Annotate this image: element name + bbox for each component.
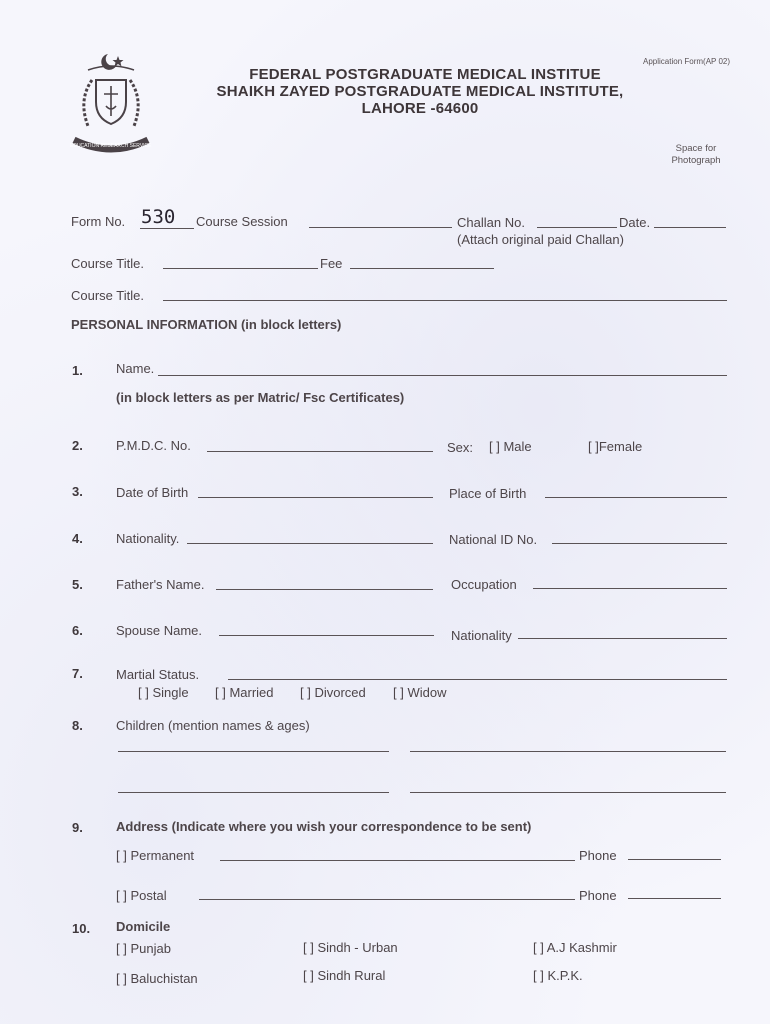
title-line-2: SHAIKH ZAYED POSTGRADUATE MEDICAL INSTITUTE, bbox=[216, 83, 624, 100]
item-number-3: 3. bbox=[72, 484, 83, 499]
address-postal-field[interactable] bbox=[199, 899, 575, 900]
item-number-8: 8. bbox=[72, 718, 83, 733]
marital-widow-option[interactable]: [ ] Widow bbox=[393, 685, 447, 700]
course-session-field[interactable] bbox=[309, 227, 452, 228]
phone-1-field[interactable] bbox=[628, 859, 721, 860]
emblem-motto: EDUCATION RESEARCH SERVICE bbox=[70, 143, 152, 149]
address-permanent-option[interactable]: [ ] Permanent bbox=[116, 848, 195, 863]
dob-field[interactable] bbox=[198, 497, 433, 498]
name-label: Name. bbox=[116, 361, 155, 376]
children-label: Children (mention names & ages) bbox=[116, 718, 310, 733]
address-permanent-field[interactable] bbox=[220, 860, 575, 861]
fee-field[interactable] bbox=[350, 268, 494, 269]
course-title-2-label: Course Title. bbox=[71, 288, 144, 303]
course-title-2-field[interactable] bbox=[163, 300, 727, 301]
domicile-ajk-option[interactable]: [ ] A.J Kashmir bbox=[533, 940, 617, 955]
form-no-label: Form No. bbox=[71, 214, 126, 229]
children-field-1[interactable] bbox=[118, 751, 389, 752]
spouse-name-label: Spouse Name. bbox=[116, 623, 202, 638]
nationality-field[interactable] bbox=[187, 543, 433, 544]
domicile-kpk-option[interactable]: [ ] K.P.K. bbox=[533, 968, 583, 983]
sex-label: Sex: bbox=[447, 440, 474, 455]
item-number-2: 2. bbox=[72, 438, 83, 453]
item-number-10: 10. bbox=[72, 921, 91, 936]
pmdc-label: P.M.D.C. No. bbox=[116, 438, 191, 453]
title-line-3: LAHORE -64600 bbox=[361, 100, 479, 117]
photo-label-1: Space for bbox=[675, 143, 717, 154]
form-no-value[interactable]: 530 bbox=[141, 206, 176, 228]
date-field[interactable] bbox=[654, 227, 726, 228]
fee-label: Fee bbox=[320, 256, 343, 271]
marital-status-label: Martial Status. bbox=[116, 667, 200, 682]
children-field-3[interactable] bbox=[118, 792, 389, 793]
item-number-5: 5. bbox=[72, 577, 83, 592]
children-field-2[interactable] bbox=[410, 751, 726, 752]
item-number-6: 6. bbox=[72, 623, 83, 638]
marital-single-option[interactable]: [ ] Single bbox=[138, 685, 189, 700]
item-number-9: 9. bbox=[72, 820, 83, 835]
course-title-label: Course Title. bbox=[71, 256, 144, 271]
title-line-1: FEDERAL POSTGRADUATE MEDICAL INSTITUE bbox=[249, 66, 601, 83]
national-id-label: National ID No. bbox=[449, 532, 538, 547]
children-field-4[interactable] bbox=[410, 792, 726, 793]
form-code: Application Form(AP 02) bbox=[643, 57, 730, 66]
item-number-7: 7. bbox=[72, 666, 83, 681]
domicile-punjab-option[interactable]: [ ] Punjab bbox=[116, 941, 171, 956]
marital-married-option[interactable]: [ ] Married bbox=[215, 685, 274, 700]
pob-label: Place of Birth bbox=[449, 486, 527, 501]
domicile-label: Domicile bbox=[116, 919, 171, 934]
challan-label: Challan No. bbox=[457, 215, 525, 230]
challan-note: (Attach original paid Challan) bbox=[457, 232, 624, 247]
course-session-label: Course Session bbox=[196, 214, 288, 229]
challan-field[interactable] bbox=[537, 227, 617, 228]
item-number-1: 1. bbox=[72, 363, 83, 378]
address-label: Address (Indicate where you wish your correspondence to be sent) bbox=[116, 819, 532, 834]
father-name-label: Father's Name. bbox=[116, 577, 205, 592]
spouse-name-field[interactable] bbox=[219, 635, 434, 636]
name-note: (in block letters as per Matric/ Fsc Certificates) bbox=[116, 390, 405, 405]
photo-placeholder bbox=[660, 143, 732, 167]
phone-1-label: Phone bbox=[579, 848, 617, 863]
spouse-nationality-label: Nationality bbox=[451, 628, 512, 643]
spouse-nationality-field[interactable] bbox=[518, 638, 727, 639]
dob-label: Date of Birth bbox=[116, 485, 189, 500]
marital-divorced-option[interactable]: [ ] Divorced bbox=[300, 685, 366, 700]
form-no-line bbox=[140, 228, 194, 229]
national-id-field[interactable] bbox=[552, 543, 727, 544]
occupation-label: Occupation bbox=[451, 577, 517, 592]
name-field[interactable] bbox=[158, 375, 727, 376]
marital-status-field[interactable] bbox=[228, 679, 727, 680]
domicile-sindh-rural-option[interactable]: [ ] Sindh Rural bbox=[303, 968, 386, 983]
pmdc-field[interactable] bbox=[207, 451, 433, 452]
occupation-field[interactable] bbox=[533, 588, 727, 589]
course-title-field[interactable] bbox=[163, 268, 318, 269]
date-label: Date. bbox=[619, 215, 651, 230]
domicile-baluchistan-option[interactable]: [ ] Baluchistan bbox=[116, 971, 198, 986]
pob-field[interactable] bbox=[545, 497, 727, 498]
sex-female-option[interactable]: [ ]Female bbox=[588, 439, 643, 454]
nationality-label: Nationality. bbox=[116, 531, 180, 546]
phone-2-field[interactable] bbox=[628, 898, 721, 899]
father-name-field[interactable] bbox=[216, 589, 433, 590]
section-heading: PERSONAL INFORMATION (in block letters) bbox=[71, 317, 342, 332]
item-number-4: 4. bbox=[72, 531, 83, 546]
photo-label-2: Photograph bbox=[671, 155, 721, 166]
sex-male-option[interactable]: [ ] Male bbox=[489, 439, 532, 454]
phone-2-label: Phone bbox=[579, 888, 617, 903]
address-postal-option[interactable]: [ ] Postal bbox=[116, 888, 167, 903]
domicile-sindh-urban-option[interactable]: [ ] Sindh - Urban bbox=[303, 940, 398, 955]
